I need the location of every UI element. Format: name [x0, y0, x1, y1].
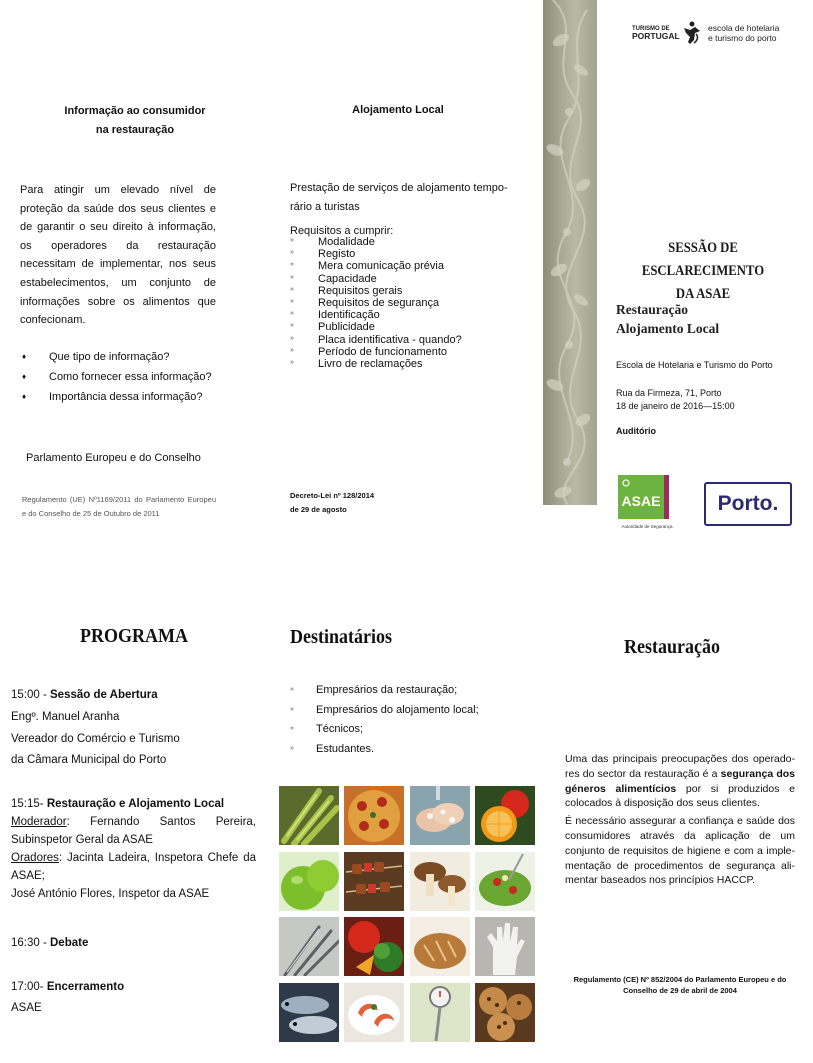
session-opening-role: Vereador do Comércio e Turismo — [11, 733, 180, 745]
cover-title-line1: SESSÃO DE ESCLARECIMENTO — [641, 240, 765, 279]
school-logo-line2: e turismo do porto — [708, 33, 777, 43]
info-consumer-title — [40, 102, 230, 140]
requirements-label: Requisitos a cumprir: — [290, 225, 394, 237]
session-closing-org: ASAE — [11, 1002, 42, 1014]
session-opening-heading — [11, 686, 158, 704]
vegetables-photo — [344, 917, 404, 976]
destinatarios-title: Destinatários — [290, 626, 392, 648]
cover-address: Rua da Firmeza, 71, Porto — [616, 388, 722, 398]
local-intro-line1: Prestação de serviços de alojamento tempo- — [290, 182, 508, 194]
decree-line1: Decreto-Lei nº 128/2014 — [290, 491, 375, 500]
shrimp-plate-photo — [344, 983, 404, 1042]
local-title: Alojamento Local — [352, 104, 444, 116]
decorative-floral-strip — [543, 0, 597, 505]
asae-logo — [617, 474, 677, 530]
session-title: Restauração e Alojamento Local — [46, 798, 225, 810]
speaker2-line: José António Flores, Inspetor da ASAE — [11, 888, 210, 900]
programa-title: PROGRAMA — [80, 625, 188, 647]
session-opening-org: da Câmara Municipal do Porto — [11, 754, 167, 766]
list-item: ♦ Como fornecer essa informação? — [20, 367, 250, 387]
cover-subtitle — [616, 300, 719, 338]
asae-logo-stripe — [664, 475, 669, 519]
food-photo-grid — [279, 786, 535, 1044]
porto-logo: Porto. — [704, 482, 792, 526]
tp-figure-icon — [684, 22, 700, 45]
cover-title — [627, 237, 780, 306]
moderator-line — [11, 813, 256, 849]
session-title: Debate — [50, 937, 89, 949]
asparagus-photo — [279, 786, 339, 845]
info-questions-list — [20, 347, 250, 407]
list-item: » Requisitos de segurança — [290, 297, 462, 309]
turismo-portugal-logo — [632, 20, 782, 51]
session-opening-speaker: Engº. Manuel Aranha — [11, 711, 120, 723]
local-decree — [290, 489, 374, 517]
session-time: 15:00 - — [11, 689, 50, 701]
salad-fork-photo — [475, 852, 535, 911]
session-title: Encerramento — [46, 981, 125, 993]
list-item: » Livro de reclamações — [290, 358, 462, 370]
info-org: Parlamento Europeu e do Conselho — [26, 452, 201, 464]
floral-pattern-icon — [543, 0, 597, 505]
cover-subtitle-line1: Restauração — [616, 302, 688, 317]
list-item: » Estudantes. — [290, 740, 479, 760]
restauracao-p1-end: por si produzidos e colocados à disposição dos seus clientes. — [565, 782, 795, 810]
requirements-list — [290, 236, 462, 370]
list-item: » Técnicos; — [290, 720, 479, 740]
restauracao-p1-bold: segurança dos géneros alimentícios — [565, 767, 795, 795]
speakers-line — [11, 849, 256, 885]
restauracao-paragraph-1 — [565, 752, 795, 811]
session-closing-heading — [11, 978, 124, 996]
list-item: » Requisitos gerais — [290, 285, 462, 297]
cookies-photo — [475, 983, 535, 1042]
info-title-line2: na restauração — [95, 124, 175, 136]
forks-photo — [279, 917, 339, 976]
session-debate-heading — [11, 934, 88, 952]
session-title: Sessão de Abertura — [50, 689, 158, 701]
restauracao-regulation: Regulamento (CE) Nº 852/2004 do Parlamento Europeu e do Conselho de 29 de abril de 2004 — [573, 975, 787, 995]
list-item: ♦ Que tipo de informação? — [20, 347, 250, 367]
bread-photo — [410, 917, 470, 976]
hand-washing-photo — [410, 786, 470, 845]
speakers-value: : Jacinta Ladeira, Inspetora Chefe da ASAE; — [11, 852, 256, 882]
list-item: ♦ Importância dessa informação? — [20, 387, 250, 407]
list-item: » Empresários do alojamento local; — [290, 701, 479, 721]
info-title-line1: Informação ao consumidor — [64, 105, 206, 117]
session-time: 15:15- — [11, 798, 47, 810]
tp-logo-line1: TURISMO DE — [632, 26, 670, 32]
asae-logo-caption: Autoridade de Segurança — [621, 524, 673, 529]
fish-photo — [279, 983, 339, 1042]
list-item: » Publicidade — [290, 321, 462, 333]
school-logo-line1: escola de hotelaria — [708, 23, 780, 33]
speakers-label: Oradores — [11, 852, 59, 864]
list-item: » Capacidade — [290, 273, 462, 285]
cover-address-block — [616, 387, 735, 413]
list-item: » Identificação — [290, 309, 462, 321]
info-body-text: Para atingir um elevado nível de proteção da saúde dos seus clientes e de garantir o seu direito à informação, os operadores da restauração necessitam de implementar, nos seus estabelecimentos, um conjunto de informações sobre os alimentos que confecionam. — [20, 184, 216, 327]
cover-school: Escola de Hotelaria e Turismo do Porto — [616, 360, 773, 370]
list-item: » Modalidade — [290, 236, 462, 248]
cover-datetime: 18 de janeiro de 2016—15:00 — [616, 401, 735, 411]
decree-line2: de 29 de agosto — [290, 505, 347, 514]
tomato-orange-photo — [475, 786, 535, 845]
cover-venue: Auditório — [616, 426, 656, 436]
session-time: 17:00- — [11, 981, 47, 993]
restauracao-title: Restauração — [624, 636, 720, 658]
skewers-photo — [344, 852, 404, 911]
pizza-photo — [344, 786, 404, 845]
list-item: » Mera comunicação prévia — [290, 260, 462, 272]
restauracao-paragraph-2: É necessário assegurar a confiança e saúde dos consumidores através da aplicação de um conjunto de requisitos de higiene e com a imple-mentação de procedimentos de segurança ali-mentar baseados nos princípios HACCP. — [565, 815, 795, 887]
tp-logo-line2: PORTUGAL — [632, 31, 680, 41]
session-main-heading — [11, 795, 224, 813]
local-intro-line2: rário a turistas — [290, 201, 360, 213]
list-item: » Período de funcionamento — [290, 346, 462, 358]
cover-subtitle-line2: Alojamento Local — [616, 321, 720, 336]
green-apple-photo — [279, 852, 339, 911]
list-item: » Placa identificativa - quando? — [290, 334, 462, 346]
info-regulation: Regulamento (UE) Nº1169/2011 do Parlamento Europeu e do Conselho de 25 de Outubro de 2011 — [22, 495, 216, 518]
moderator-label: Moderador — [11, 816, 67, 828]
moderator-value: : Fernando Santos Pereira, Subinspetor Geral da ASAE — [11, 816, 256, 846]
list-item: » Registo — [290, 248, 462, 260]
thermometer-photo — [410, 983, 470, 1042]
restauracao-p1-start: Uma das principais preocupações dos operado-res do sector da restauração é a — [565, 753, 795, 780]
asae-logo-text: ASAE — [621, 493, 661, 509]
mushrooms-photo — [410, 852, 470, 911]
restauracao-body — [565, 752, 795, 891]
local-intro — [290, 179, 515, 217]
cover-title-line2: DA ASAE — [675, 286, 731, 302]
list-item: » Empresários da restauração; — [290, 681, 479, 701]
glove-photo — [475, 917, 535, 976]
session-time: 16:30 - — [11, 937, 50, 949]
destinatarios-list — [290, 681, 479, 759]
session-main-details — [11, 813, 256, 903]
